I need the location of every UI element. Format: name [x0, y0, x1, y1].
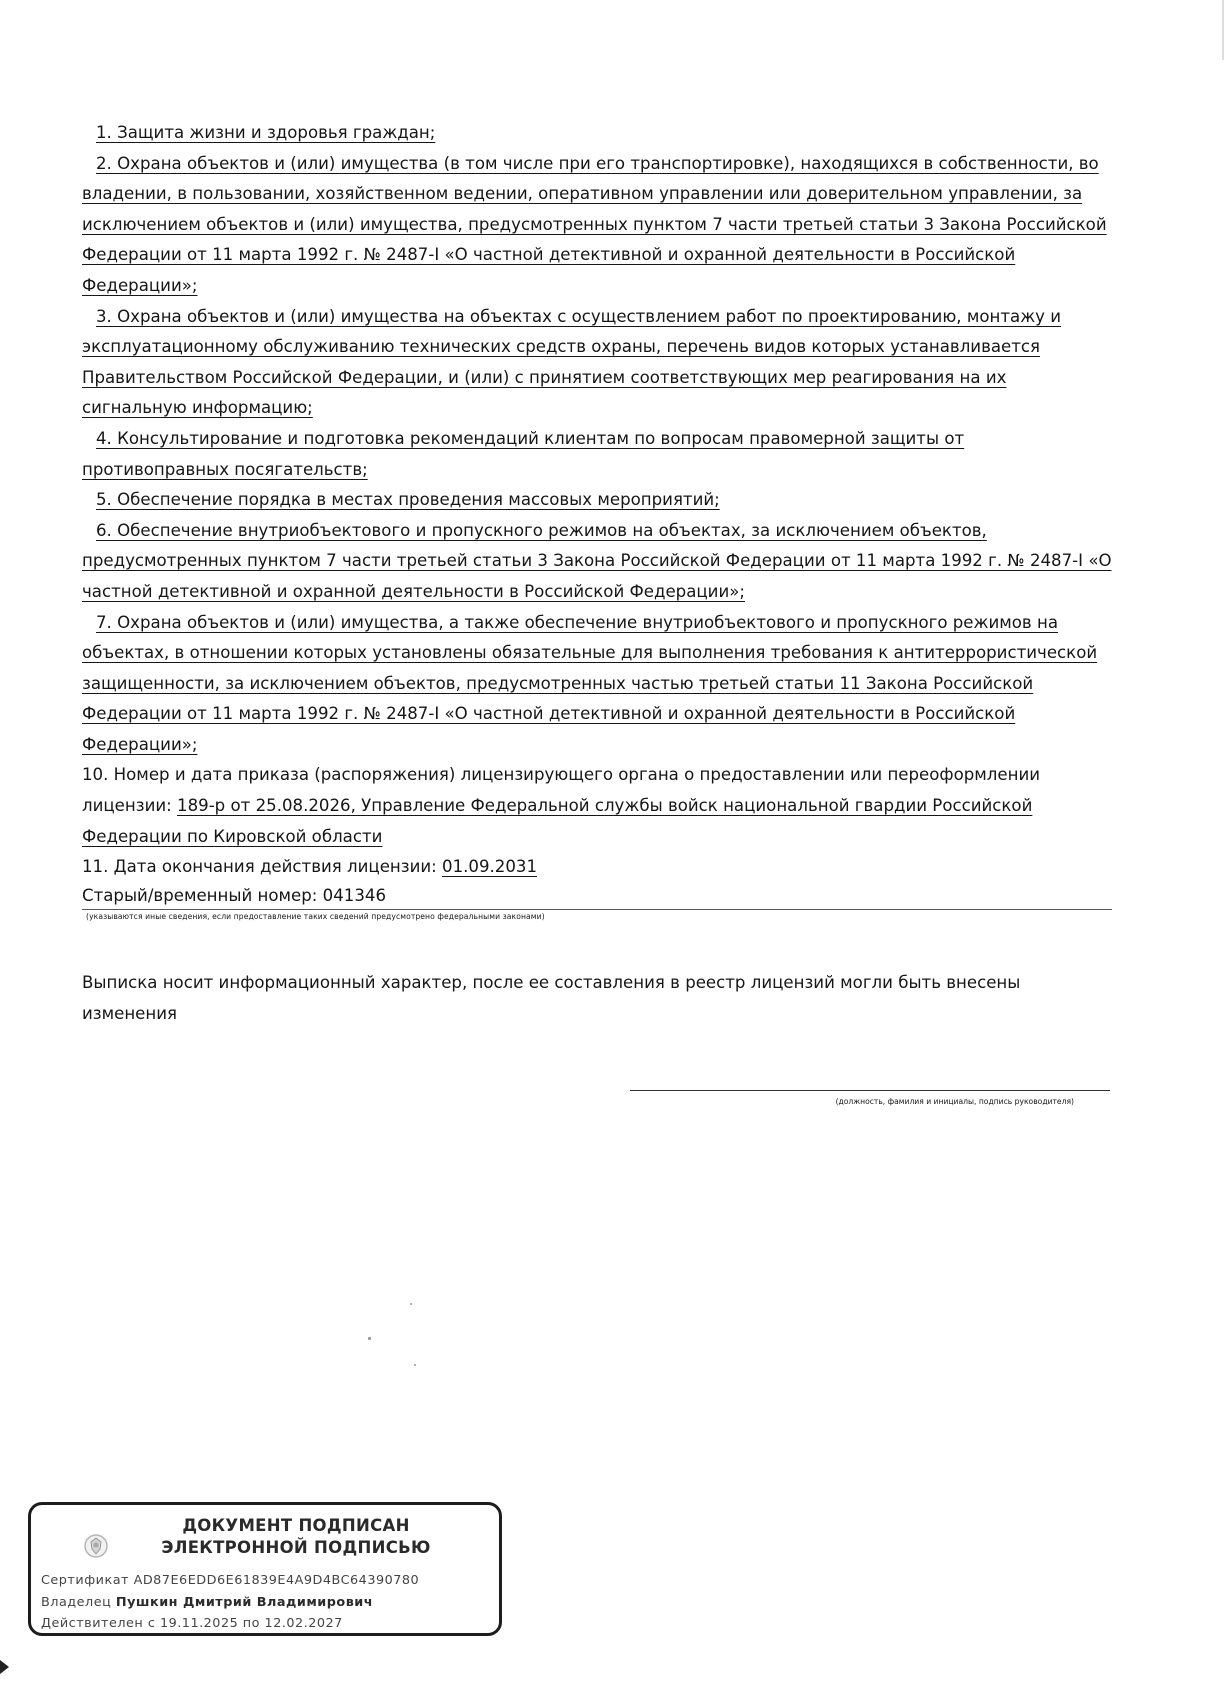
certificate-label: Сертификат: [41, 1573, 129, 1588]
old-number-field: [82, 881, 1112, 912]
scan-speck: [368, 1337, 371, 1340]
owner-label: Владелец: [41, 1595, 112, 1610]
activity-item: [82, 424, 1112, 485]
activity-item: [82, 608, 1112, 761]
expiry-label: 11. Дата окончания действия лицензии:: [82, 857, 443, 877]
stamp-title: [121, 1515, 471, 1559]
license-extract-content: [82, 118, 1112, 923]
disclaimer-text: Выписка носит информационный характер, после ее составления в реестр лицензий могли быть внесены изменения: [82, 973, 1021, 1023]
activity-item: [82, 485, 1112, 516]
expiry-value: 01.09.2031: [442, 857, 538, 877]
emblem-icon: [83, 1533, 109, 1559]
activity-text: 6. Обеспечение внутриобъектового и пропускного режимов на объектах, за исключением объектов, предусмотренных пунктом 7 части третьей статьи 3 Закона Российской Федерации от 11 марта 1992 г. № 2487-I «О частной детективной и охранной деятельности в Российской Федерации»;: [82, 520, 1112, 601]
stamp-title-line2: ЭЛЕКТРОННОЙ ПОДПИСЬЮ: [161, 1538, 431, 1557]
activity-text: 3. Охрана объектов и (или) имущества на объектах с осуществлением работ по проектированию, монтажу и эксплуатационному обслуживанию технических средств охраны, перечень видов которых устанавливается Правительством Российской Федерации, и (или) с принятием соответствующих мер реагирования на их сигнальную информацию;: [82, 306, 1062, 418]
signature-line: [630, 1090, 1110, 1091]
scan-speck: [410, 1303, 412, 1305]
activity-item: [82, 302, 1112, 424]
order-field: [82, 760, 1112, 852]
certificate-value: AD87E6EDD6E61839E4A9D4BC64390780: [133, 1573, 420, 1588]
order-label: 10. Номер и дата приказа (распоряжения) лицензирующего органа о предоставлении или переоформлении лицензии:: [82, 765, 1041, 816]
owner-name: Пушкин Дмитрий Владимирович: [115, 1595, 374, 1610]
digital-signature-stamp: [28, 1502, 502, 1636]
old-number-text: Старый/временный номер: 041346: [82, 885, 387, 905]
licensed-activities-list: [82, 118, 1112, 760]
order-value: 189-р от 25.08.2026, Управление Федеральной службы войск национальной гвардии Российской Федерации по Кировской области: [82, 796, 1033, 846]
expiry-field: [82, 852, 1112, 883]
activity-text: 4. Консультирование и подготовка рекомендаций клиентам по вопросам правомерной защиты от противоправных посягательств;: [82, 428, 965, 479]
signature-caption: (должность, фамилия и инициалы, подпись руководителя): [835, 1097, 1074, 1106]
other-info-footnote: (указываются иные сведения, если предоставление таких сведений предусмотрено федеральными законами): [86, 911, 545, 921]
stamp-title-line1: ДОКУМЕНТ ПОДПИСАН: [182, 1516, 410, 1535]
activity-text: 1. Защита жизни и здоровья граждан;: [96, 123, 436, 142]
activity-text: 5. Обеспечение порядка в местах проведения массовых мероприятий;: [96, 490, 720, 510]
activity-text: 7. Охрана объектов и (или) имущества, а также обеспечение внутриобъектового и пропускного режимов на объектах, в отношении которых установлены обязательные для выполнения требования к антитеррористической защищенности, за исключением объектов, предусмотренных частью третьей статьи 11 Закона Российской Федерации от 11 марта 1992 г. № 2487-I «О частной детективной и охранной деятельности в Российской Федерации»;: [82, 612, 1098, 754]
activity-item: [82, 118, 1112, 149]
activity-item: [82, 149, 1112, 302]
scan-speck: [414, 1364, 416, 1366]
certificate-line: [41, 1573, 419, 1589]
activity-text: 2. Охрана объектов и (или) имущества (в том числе при его транспортировке), находящихся в собственности, во владении, в пользовании, хозяйственном ведении, оперативном управлении или доверительном управлении, за исключением объектов и (или) имущества, предусмотренных пунктом 7 части третьей статьи 3 Закона Российской Федерации от 11 марта 1992 г. № 2487-I «О частной детективной и охранной деятельности в Российской Федерации»;: [82, 153, 1107, 295]
corner-mark: [0, 1660, 9, 1674]
owner-line: [41, 1595, 373, 1611]
activity-item: [82, 516, 1112, 608]
old-number-line: [82, 881, 1112, 910]
validity-line: Действителен с 19.11.2025 по 12.02.2027: [41, 1616, 343, 1631]
